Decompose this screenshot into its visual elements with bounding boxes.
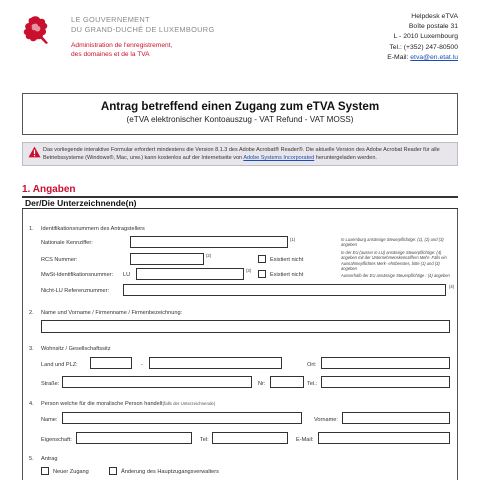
country-field[interactable] [90, 357, 132, 369]
item-3-number: 3. [29, 346, 34, 352]
zip-field[interactable] [149, 357, 282, 369]
helpdesk-postbox: Boîte postale 31 [408, 23, 458, 31]
warning-icon [28, 146, 41, 158]
helpdesk-title: Helpdesk eTVA [411, 13, 458, 20]
subsection-bar [22, 196, 458, 209]
non-lu-reference-field[interactable] [123, 284, 446, 296]
street-label: Straße: [41, 381, 60, 387]
vat-id-field[interactable] [136, 268, 244, 280]
form-title-box [22, 93, 458, 135]
house-number-field[interactable] [270, 376, 304, 388]
representative-label-hint: (falls der Unterzeichnende) [162, 401, 216, 406]
rcs-number-label: RCS Nummer: [41, 257, 78, 263]
item-1-number: 1. [29, 226, 34, 232]
request-label: Antrag [41, 456, 58, 462]
rep-email-field[interactable] [318, 432, 450, 444]
item-5-number: 5. [29, 456, 34, 462]
rcs-number-footnote: (2) [206, 253, 212, 258]
representative-label-text: Person welche für die moralische Person handelt [41, 401, 163, 407]
country-zip-label: Land und PLZ: [41, 362, 78, 368]
address-phone-field[interactable] [321, 376, 450, 388]
non-lu-reference-footnote: (4) [449, 284, 455, 289]
representative-label [41, 401, 215, 407]
adobe-link[interactable]: Adobe Systems Incorporated [243, 155, 315, 161]
acrobat-notice [22, 142, 458, 166]
vat-not-exist-label: Existiert nicht [270, 272, 304, 278]
helpdesk-email-label: E-Mail: [387, 53, 411, 61]
rep-name-field[interactable] [62, 412, 302, 424]
rep-phone-label: Tel: [200, 437, 209, 443]
address-label: Wohnsitz / Gesellschaftssitz [41, 346, 111, 352]
admin-change-label: Änderung des Hauptzugangsverwalters [121, 469, 219, 475]
notice-text-part-2: heruntergeladen werden. [314, 155, 377, 161]
helpdesk-email-link[interactable]: etva@en.etat.lu [410, 53, 458, 61]
city-field[interactable] [321, 357, 450, 369]
street-field[interactable] [62, 376, 252, 388]
admin-change-checkbox[interactable] [109, 467, 117, 475]
vat-id-footnote: (3) [246, 268, 252, 273]
form-title: Antrag betreffend einen Zugang zum eTVA System [100, 100, 380, 113]
country-zip-separator: - [141, 362, 143, 368]
footnote-note-2: In der EU (ausser in LU) ansässige Steuerpflichtige: (4) angeben mit der Unternehmenskennziffern Mehr- Falls ein Ausnahmepflichtes Merk- ehrtbesstes, bitte (1) und (3) angeben [341, 250, 447, 271]
notice-text-part-1: Das vorliegende interaktive Formular erfordert mindestens die Version 8.1.3 des Adobe Acrobat® Reader®. Die aktuelle Version des Adobe Acrobat Reader für alle Betriebssysteme (Windows®, Mac, unw.) kann kostenlos auf der Internetseite von [43, 147, 440, 161]
city-label: Ort: [307, 362, 317, 368]
notice-text [43, 146, 453, 162]
helpdesk-contact [387, 12, 458, 63]
footnote-note-1: In Luxemburg ansässige Steuerpflichtige: (1), (2) und (3) angeben [341, 237, 444, 248]
rcs-not-exist-checkbox[interactable] [258, 255, 266, 263]
luxembourg-lion-logo-icon [22, 14, 52, 46]
non-lu-reference-label: Nicht-LU Referenznummer: [41, 288, 110, 294]
rep-role-field[interactable] [76, 432, 192, 444]
rcs-not-exist-label: Existiert nicht [270, 257, 304, 263]
address-phone-label: Tel.: [307, 381, 318, 387]
rep-firstname-label: Vorname: [314, 417, 338, 423]
footnote-note-3: Ausserhalb der EU ansässige Steuerpflichtige : (4) angeben [341, 273, 450, 278]
form-subtitle: (eTVA elektronischer Kontoauszug - VAT Refund - VAT MOSS) [126, 115, 354, 124]
rcs-number-field[interactable] [130, 253, 204, 265]
national-id-field[interactable] [130, 236, 288, 248]
government-name-line-1: LE GOUVERNEMENT [71, 15, 150, 24]
national-id-footnote: (1) [290, 237, 296, 242]
helpdesk-phone: Tel.: (+352) 247-80500 [389, 43, 458, 51]
government-name-line-2: DU GRAND-DUCHÉ DE LUXEMBOURG [71, 25, 215, 34]
rep-role-label: Eigenschaft: [41, 437, 72, 443]
vat-id-label: MwSt-Identifikationsnummer: [41, 272, 114, 278]
rep-name-label: Name: [41, 417, 58, 423]
rep-phone-field[interactable] [212, 432, 288, 444]
helpdesk-city: L - 2010 Luxembourg [393, 33, 458, 41]
item-2-number: 2. [29, 310, 34, 316]
vat-id-prefix: LU [123, 272, 131, 278]
national-id-label: Nationale Kennziffer: [41, 240, 93, 246]
new-access-label: Neuer Zugang [53, 469, 89, 475]
item-4-number: 4. [29, 401, 34, 407]
name-label: Name und Vorname / Firmenname / Firmenbezeichnung: [41, 310, 183, 316]
administration-name-line-1: Administration de l'enregistrement, [71, 42, 173, 49]
vat-not-exist-checkbox[interactable] [258, 270, 266, 278]
name-field[interactable] [41, 320, 450, 333]
section-heading: 1. Angaben [22, 184, 76, 195]
rep-email-label: E-Mail: [296, 437, 314, 443]
subsection-title: Der/Die Unterzeichnende(n) [25, 198, 137, 208]
item-1-label: Identifikationsnummern des Antragstellers [41, 226, 145, 232]
administration-name-line-2: des domaines et de la TVA [71, 51, 150, 58]
new-access-checkbox[interactable] [41, 467, 49, 475]
helpdesk-email-row [387, 53, 458, 63]
house-number-label: Nr: [258, 381, 266, 387]
rep-firstname-field[interactable] [342, 412, 450, 424]
